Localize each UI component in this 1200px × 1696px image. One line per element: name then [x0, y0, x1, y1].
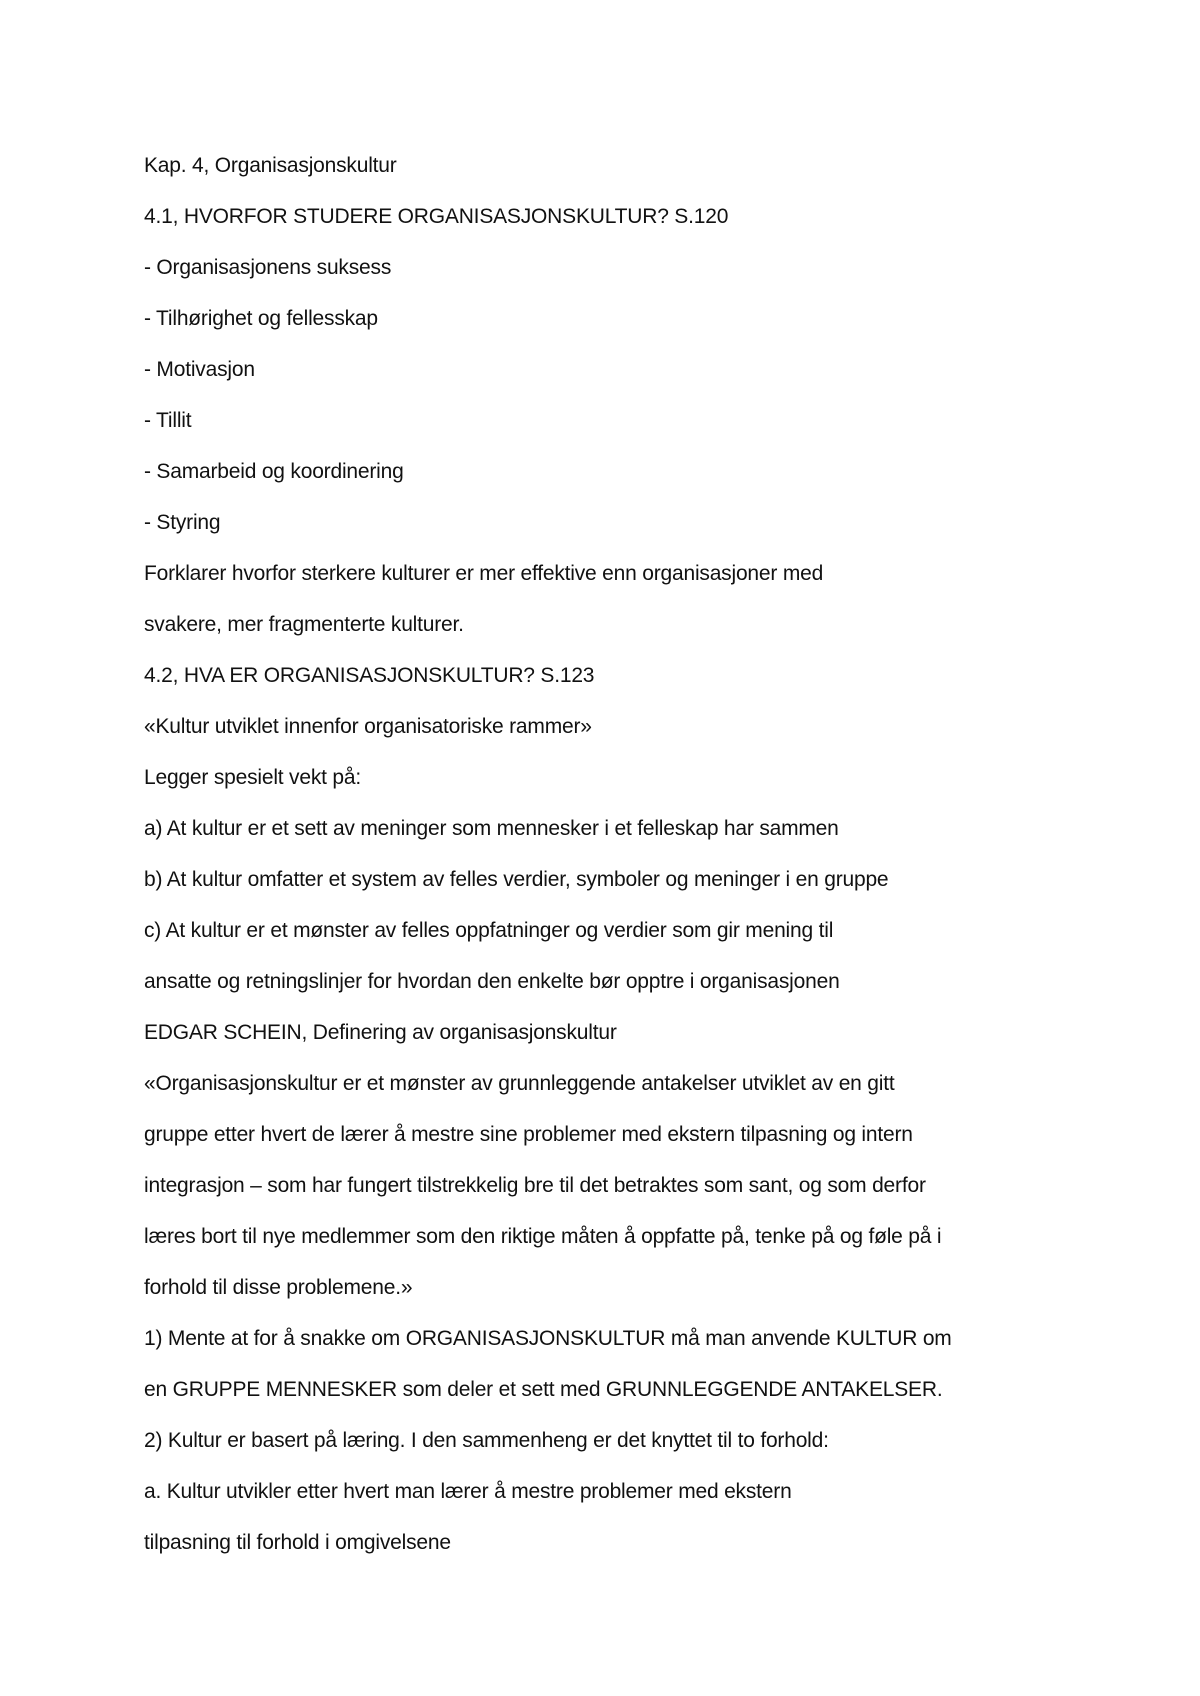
bullet-item: - Samarbeid og koordinering — [144, 460, 404, 483]
numbered-item-1: 1) Mente at for å snakke om ORGANISASJONSKULTUR må man anvende KULTUR om — [144, 1327, 952, 1350]
list-item-b: b) At kultur omfatter et system av felles verdier, symboler og meninger i en gruppe — [144, 868, 889, 891]
subheading-schein: EDGAR SCHEIN, Definering av organisasjonskultur — [144, 1021, 617, 1044]
quote-line: «Organisasjonskultur er et mønster av grunnleggende antakelser utviklet av en gitt — [144, 1072, 895, 1095]
document-body — [144, 140, 1084, 1568]
quote-line: forhold til disse problemene.» — [144, 1276, 413, 1299]
list-item-a: a) At kultur er et sett av meninger som mennesker i et felleskap har sammen — [144, 817, 839, 840]
quote-line: læres bort til nye medlemmer som den riktige måten å oppfatte på, tenke på og føle på i — [144, 1225, 942, 1248]
list-item-c: c) At kultur er et mønster av felles oppfatninger og verdier som gir mening til — [144, 919, 834, 942]
paragraph-line: svakere, mer fragmenterte kulturer. — [144, 613, 464, 636]
section-heading-4-1: 4.1, HVORFOR STUDERE ORGANISASJONSKULTUR? S.120 — [144, 205, 729, 228]
section-heading-4-2: 4.2, HVA ER ORGANISASJONSKULTUR? S.123 — [144, 664, 595, 687]
chapter-title: Kap. 4, Organisasjonskultur — [144, 154, 397, 177]
bullet-item: - Styring — [144, 511, 221, 534]
numbered-item-2: 2) Kultur er basert på læring. I den sammenheng er det knyttet til to forhold: — [144, 1429, 829, 1452]
list-item-c-continued: ansatte og retningslinjer for hvordan den enkelte bør opptre i organisasjonen — [144, 970, 840, 993]
sub-item-a: a. Kultur utvikler etter hvert man lærer å mestre problemer med ekstern — [144, 1480, 792, 1503]
quote-line: integrasjon – som har fungert tilstrekkelig bre til det betraktes som sant, og som derfor — [144, 1174, 926, 1197]
bullet-item: - Organisasjonens suksess — [144, 256, 392, 279]
paragraph-line: Legger spesielt vekt på: — [144, 766, 362, 789]
numbered-item-1-continued: en GRUPPE MENNESKER som deler et sett med GRUNNLEGGENDE ANTAKELSER. — [144, 1378, 943, 1401]
quote-line: «Kultur utviklet innenfor organisatoriske rammer» — [144, 715, 592, 738]
paragraph-line: Forklarer hvorfor sterkere kulturer er mer effektive enn organisasjoner med — [144, 562, 824, 585]
bullet-item: - Motivasjon — [144, 358, 255, 381]
quote-line: gruppe etter hvert de lærer å mestre sine problemer med ekstern tilpasning og intern — [144, 1123, 913, 1146]
bullet-item: - Tillit — [144, 409, 192, 432]
sub-item-a-continued: tilpasning til forhold i omgivelsene — [144, 1531, 451, 1554]
bullet-item: - Tilhørighet og fellesskap — [144, 307, 378, 330]
